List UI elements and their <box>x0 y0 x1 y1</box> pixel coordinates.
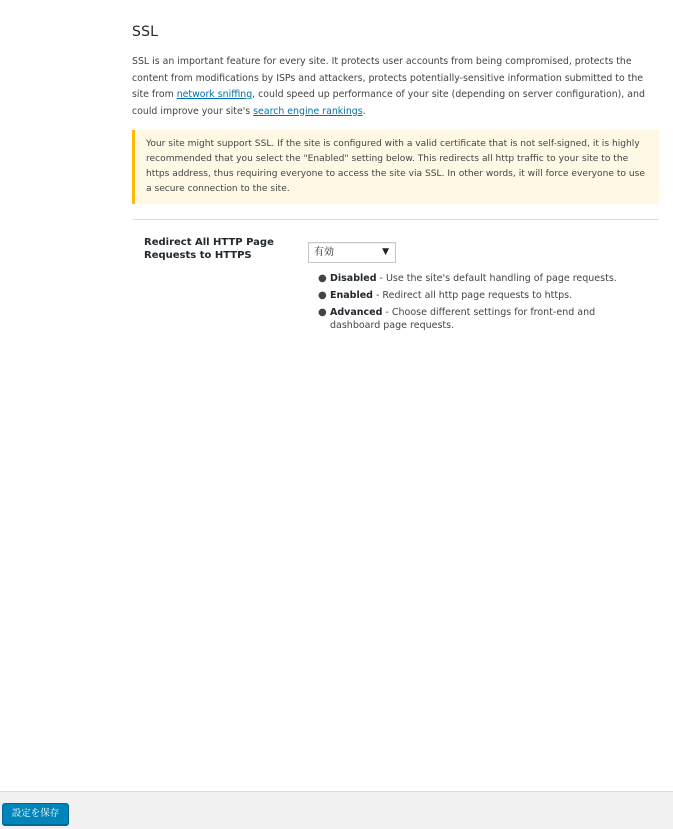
redirect-mode-select[interactable] <box>308 242 396 263</box>
network-sniffing-link[interactable]: network sniffing <box>176 89 253 100</box>
redirect-setting-label: Redirect All HTTP Page Requests to HTTPS <box>144 237 274 261</box>
option-name: Enabled <box>330 290 373 301</box>
option-description: - Use the site's default handling of page requests. <box>376 273 617 284</box>
redirect-setting-row <box>132 220 659 350</box>
save-settings-button[interactable]: 設定を保存 <box>2 803 69 825</box>
section-description <box>132 54 659 120</box>
settings-footer-bar <box>0 791 673 829</box>
bullet-icon: ● <box>318 307 327 318</box>
option-name: Disabled <box>330 273 377 284</box>
intro-text-1: SSL is an important feature for every site. It protects user accounts from being compromised, protects the content from modifications by ISPs and attackers, protects potentially-sensitive information submitted to the site from <box>132 56 644 100</box>
option-description: - Choose different settings for front-end and dashboard page requests. <box>330 307 596 331</box>
redirect-mode-selected-value: 有効 <box>314 247 334 258</box>
dropdown-arrow-icon: ▼ <box>382 247 389 257</box>
bullet-icon: ● <box>318 290 327 301</box>
option-description: - Redirect all http page requests to https. <box>372 290 573 301</box>
list-item <box>318 306 648 332</box>
intro-text-3: . <box>362 105 366 117</box>
intro-text-2: , could speed up performance of your site (depending on server configuration), and could improve your site's <box>132 89 645 117</box>
search-engine-rankings-link[interactable]: search engine rankings <box>253 105 363 117</box>
list-item <box>318 272 648 285</box>
ssl-settings-section <box>132 24 659 350</box>
section-title: SSL <box>132 24 159 40</box>
ssl-support-notice <box>132 130 659 204</box>
redirect-options-help-list <box>318 272 648 336</box>
bullet-icon: ● <box>318 273 327 284</box>
option-name: Advanced <box>330 307 383 318</box>
notice-text: Your site might support SSL. If the site is configured with a valid certificate that is not self-signed, it is highly recommended that you select the "Enabled" setting below. This redirects all http traffic to your site to the https address, thus requiring everyone to access the site via SSL. In other words, it will force everyone to use a secure connection to the site. <box>146 139 645 194</box>
list-item <box>318 289 648 302</box>
